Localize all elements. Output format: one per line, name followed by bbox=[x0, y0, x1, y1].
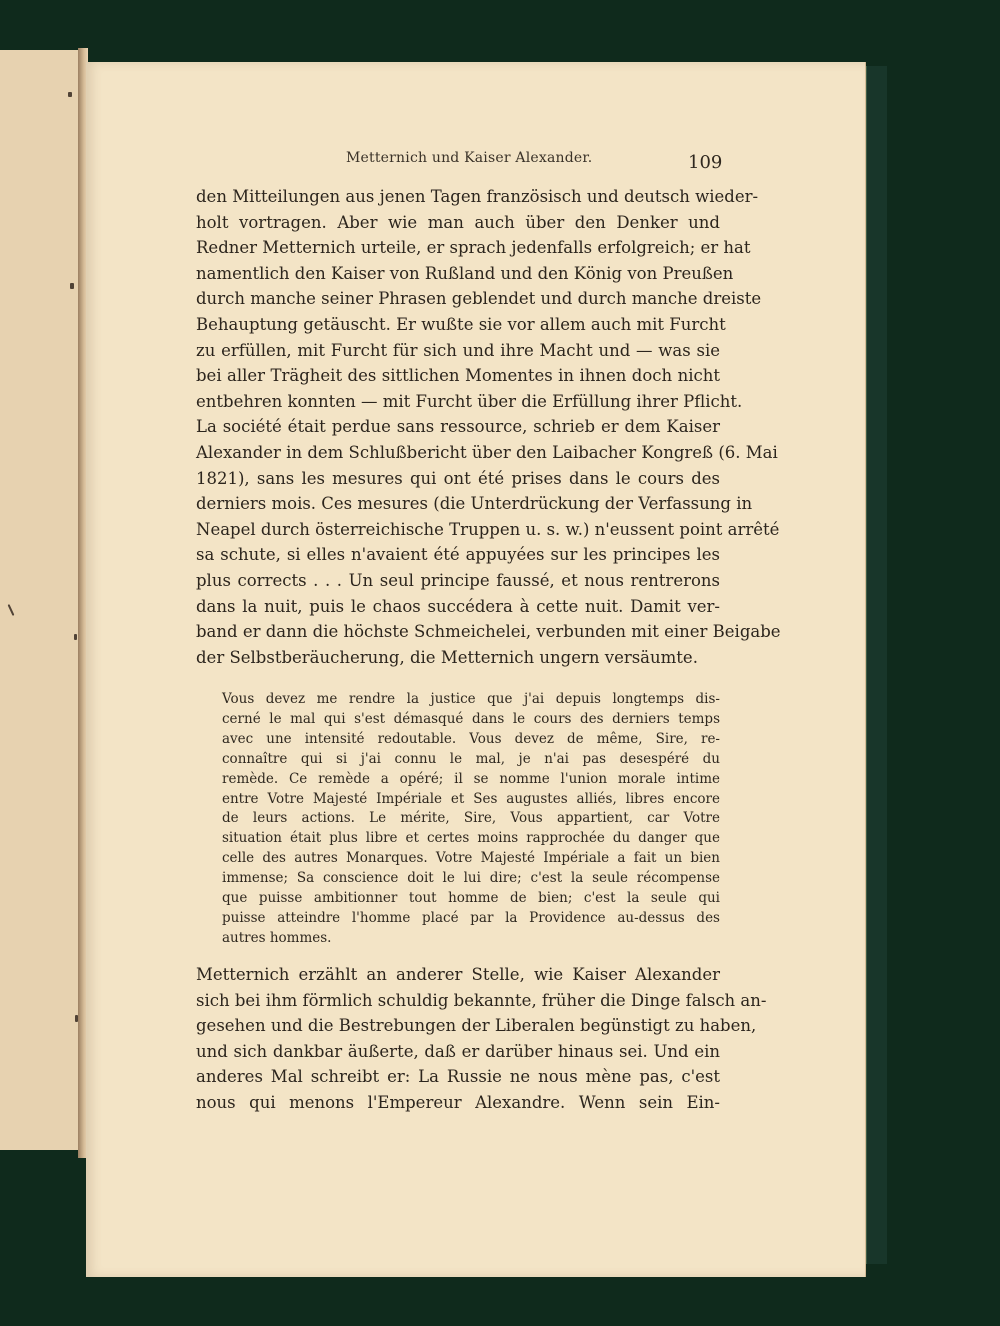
text-line: den Mitteilungen aus jenen Tagen französisch und deutsch wieder- bbox=[196, 187, 759, 206]
text-line: entbehren konnten — mit Furcht über die Erfüllung ihrer Pflicht. bbox=[196, 391, 743, 411]
text-line: La société était perdue sans ressource, schrieb er dem Kaiser bbox=[196, 417, 720, 437]
text-line: bei aller Trägheit des sittlichen Momentes in ihnen doch nicht bbox=[196, 366, 720, 386]
text-line: der Selbstberäucherung, die Metternich ungern versäumte. bbox=[196, 647, 698, 667]
text-line: durch manche seiner Phrasen geblendet und durch manche dreiste bbox=[196, 289, 762, 309]
paragraph-1 bbox=[196, 184, 781, 670]
quote-line: remède. Ce remède a opéré; il se nomme l'union morale intime bbox=[222, 770, 720, 787]
ink-mark bbox=[68, 92, 72, 97]
left-page-edge bbox=[0, 50, 81, 1150]
running-head: Metternich und Kaiser Alexander. bbox=[346, 150, 593, 166]
text-line: sich bei ihm förmlich schuldig bekannte, früher die Dinge falsch an- bbox=[196, 990, 767, 1010]
text-line: Redner Metternich urteile, er sprach jedenfalls erfolgreich; er hat bbox=[196, 238, 751, 258]
quote-line: entre Votre Majesté Impériale et Ses augustes alliés, libres encore bbox=[222, 790, 720, 807]
text-line: 1821), sans les mesures qui ont été prises dans le cours des bbox=[196, 468, 720, 488]
text-line: Behauptung getäuscht. Er wußte sie vor allem auch mit Furcht bbox=[196, 314, 726, 334]
ink-mark bbox=[70, 283, 74, 289]
text-line: plus corrects . . . Un seul principe faussé, et nous rentrerons bbox=[196, 570, 720, 590]
text-line: gesehen und die Bestrebungen der Liberalen begünstigt zu haben, bbox=[196, 1016, 757, 1036]
quote-line: que puisse ambitionner tout homme de bien; c'est la seule qui bbox=[222, 890, 720, 907]
text-line: Alexander in dem Schlußbericht über den Laibacher Kongreß (6. Mai bbox=[196, 442, 778, 462]
quote-line: connaître qui si j'ai connu le mal, je n'ai pas desespéré du bbox=[222, 750, 720, 767]
book-spine bbox=[866, 66, 887, 1264]
quote-line: de leurs actions. Le mérite, Sire, Vous appartient, car Votre bbox=[222, 810, 720, 827]
quote-line: immense; Sa conscience doit le lui dire; c'est la seule récompense bbox=[222, 870, 720, 887]
text-line: band er dann die höchste Schmeichelei, verbunden mit einer Beigabe bbox=[196, 622, 781, 642]
quote-line: situation était plus libre et certes moins rapprochée du danger que bbox=[222, 830, 720, 847]
text-line: und sich dankbar äußerte, daß er darüber hinaus sei. Und ein bbox=[196, 1041, 720, 1061]
block-quote bbox=[222, 690, 720, 949]
quote-line: celle des autres Monarques. Votre Majesté Impériale a fait un bien bbox=[222, 850, 720, 867]
text-line: zu erfüllen, mit Furcht für sich und ihre Macht und — was sie bbox=[196, 340, 720, 360]
text-line: namentlich den Kaiser von Rußland und den König von Preußen bbox=[196, 263, 734, 283]
quote-line: cerné le mal qui s'est démasqué dans le cours des derniers temps bbox=[222, 710, 720, 727]
paragraph-2 bbox=[196, 962, 767, 1116]
ink-mark bbox=[75, 1015, 78, 1022]
text-line: sa schute, si elles n'avaient été appuyées sur les principes les bbox=[196, 545, 720, 565]
text-line: derniers mois. Ces mesures (die Unterdrückung der Verfassung in bbox=[196, 494, 753, 514]
quote-line: avec une intensité redoutable. Vous devez de même, Sire, re- bbox=[222, 730, 720, 747]
text-line: anderes Mal schreibt er: La Russie ne nous mène pas, c'est bbox=[196, 1067, 720, 1087]
quote-line: autres hommes. bbox=[222, 929, 332, 946]
quote-line: Vous devez me rendre la justice que j'ai depuis longtemps dis- bbox=[222, 691, 720, 707]
text-line: dans la nuit, puis le chaos succédera à cette nuit. Damit ver- bbox=[196, 596, 720, 616]
ink-mark bbox=[74, 634, 77, 640]
text-line: Metternich erzählt an anderer Stelle, wie Kaiser Alexander bbox=[196, 965, 720, 984]
text-line: Neapel durch österreichische Truppen u. s. w.) n'eussent point arrêté bbox=[196, 519, 780, 539]
text-line: nous qui menons l'Empereur Alexandre. Wenn sein Ein- bbox=[196, 1092, 720, 1112]
quote-line: puisse atteindre l'homme placé par la Providence au-dessus des bbox=[222, 909, 720, 926]
text-line: holt vortragen. Aber wie man auch über den Denker und bbox=[196, 212, 720, 232]
page-number: 109 bbox=[688, 152, 723, 173]
